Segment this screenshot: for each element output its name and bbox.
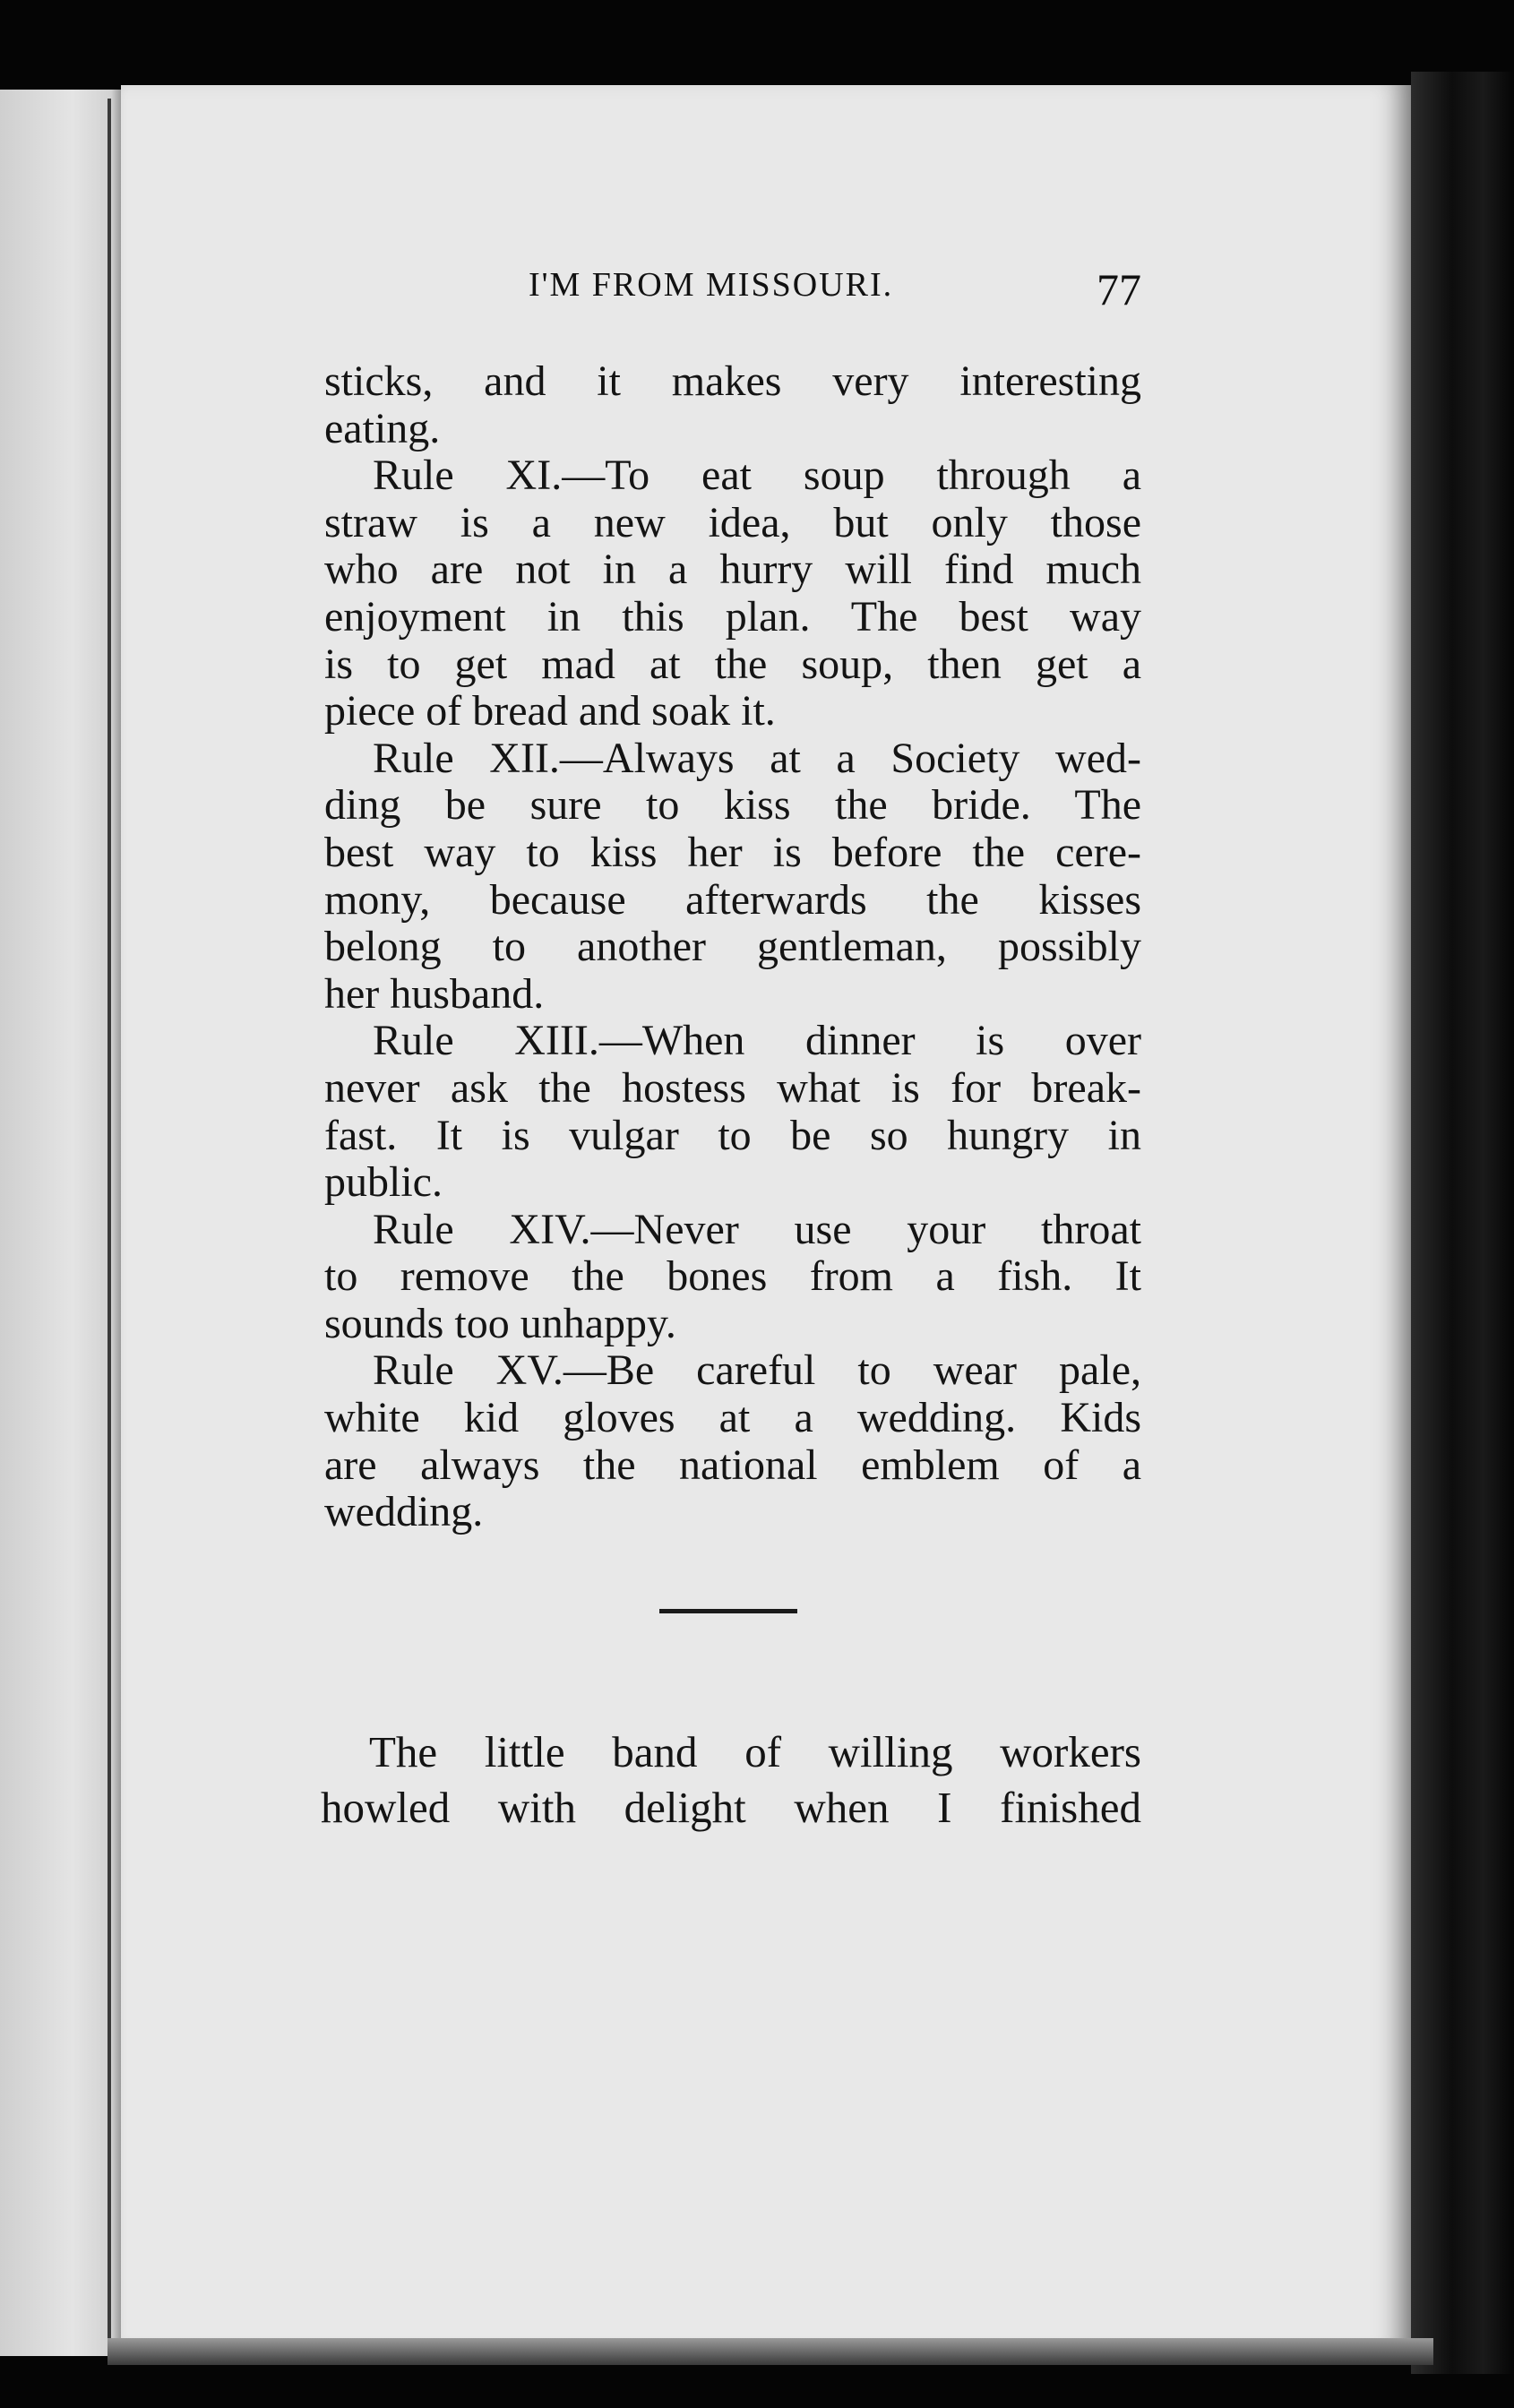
text-line: who are not in a hurry will find much <box>324 546 1141 594</box>
text-line: to remove the bones from a fish. It <box>324 1252 1141 1301</box>
left-page-edge <box>0 90 121 2356</box>
text-line: her husband. <box>324 969 545 1018</box>
text-line: straw is a new idea, but only those <box>324 498 1141 546</box>
text-line: Rule XIV.—Never use your throat <box>373 1205 1141 1253</box>
text-line: Rule XV.—Be careful to wear pale, <box>373 1346 1141 1395</box>
text-line: eating. <box>324 404 441 452</box>
text-line: The little band of willing workers <box>369 1727 1141 1776</box>
text-line: Rule XIII.—When dinner is over <box>373 1017 1141 1065</box>
text-line: ding be sure to kiss the bride. The <box>324 781 1141 830</box>
text-line: belong to another gentleman, possibly <box>324 923 1141 971</box>
text-line: fast. It is vulgar to be so hungry in <box>324 1111 1141 1159</box>
page-bottom-edge <box>108 2338 1433 2365</box>
text-line: sticks, and it makes very interesting <box>324 357 1141 405</box>
page-number: 77 <box>1097 264 1141 314</box>
running-head: I'M FROM MISSOURI. <box>529 266 894 304</box>
text-line: Rule XI.—To eat soup through a <box>373 452 1141 500</box>
body-text <box>324 358 1141 1536</box>
book-binding-edge <box>1411 72 1514 2374</box>
left-page-gutter-line <box>108 99 111 2347</box>
text-line: piece of bread and soak it. <box>324 687 776 735</box>
text-line: Rule XII.—Always at a Society wed- <box>373 734 1141 782</box>
text-line: are always the national emblem of a <box>324 1440 1141 1489</box>
text-line: white kid gloves at a wedding. Kids <box>324 1394 1141 1442</box>
text-line: howled with delight when I finished <box>321 1783 1141 1832</box>
section-divider <box>659 1609 797 1613</box>
text-line: wedding. <box>324 1488 484 1536</box>
text-line: enjoyment in this plan. The best way <box>324 592 1141 641</box>
text-line: is to get mad at the soup, then get a <box>324 640 1141 688</box>
text-line: mony, because afterwards the kisses <box>324 875 1141 924</box>
text-line: best way to kiss her is before the cere- <box>324 828 1141 876</box>
closing-text <box>321 1724 1141 1836</box>
text-line: never ask the hostess what is for break- <box>324 1063 1141 1112</box>
text-line: public. <box>324 1158 443 1207</box>
text-line: sounds too unhappy. <box>324 1299 676 1347</box>
